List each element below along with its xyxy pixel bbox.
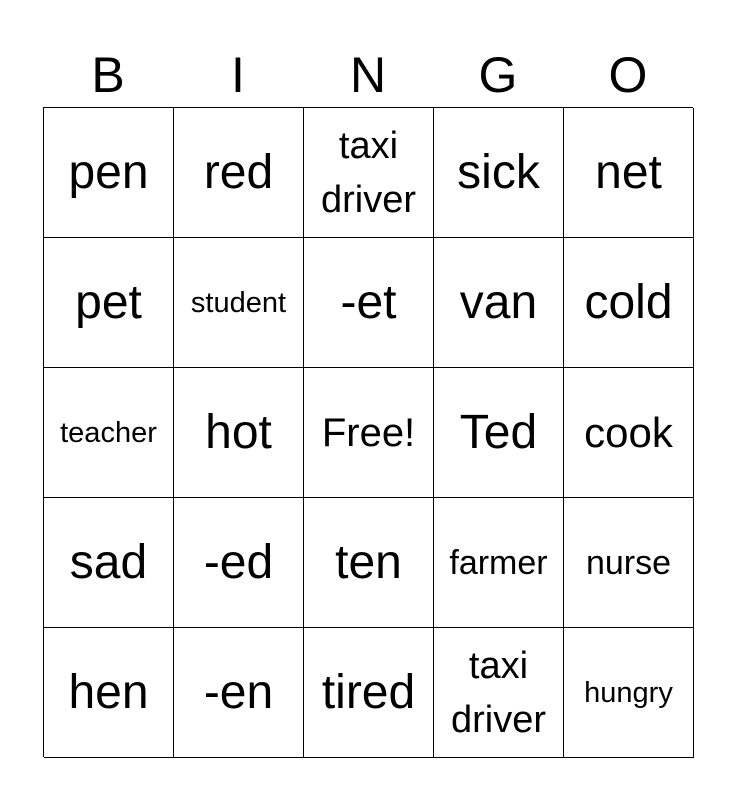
cell-text: taxi driver xyxy=(450,644,547,741)
cell-text: hot xyxy=(205,405,272,459)
cell-text: farmer xyxy=(449,543,548,582)
cell-text: taxi driver xyxy=(320,124,417,221)
bingo-cell xyxy=(44,368,174,498)
bingo-cell xyxy=(44,498,174,628)
bingo-board xyxy=(43,107,693,757)
cell-text: pen xyxy=(68,145,149,199)
bingo-cell xyxy=(44,238,174,368)
header-letter-n: N xyxy=(349,47,387,103)
bingo-cell xyxy=(304,628,434,758)
bingo-cell xyxy=(434,108,564,238)
cell-text: -en xyxy=(203,665,274,719)
cell-text: cold xyxy=(584,275,673,329)
bingo-cell xyxy=(174,498,304,628)
bingo-header xyxy=(43,44,693,106)
header-letter-i: I xyxy=(231,47,245,103)
bingo-cell xyxy=(564,108,694,238)
cell-text: sad xyxy=(69,535,148,589)
cell-text: Ted xyxy=(459,405,538,459)
bingo-cell xyxy=(304,238,434,368)
cell-text: hen xyxy=(68,665,149,719)
bingo-cell-free xyxy=(304,368,434,498)
cell-text: net xyxy=(595,145,662,199)
cell-text: cook xyxy=(584,408,673,456)
cell-text: van xyxy=(459,275,538,329)
cell-text: nurse xyxy=(585,543,672,582)
bingo-cell xyxy=(44,628,174,758)
bingo-cell xyxy=(434,368,564,498)
header-letter-o: O xyxy=(608,47,648,103)
cell-text: -ed xyxy=(203,535,274,589)
cell-text: tired xyxy=(321,665,416,719)
bingo-cell xyxy=(44,108,174,238)
header-letter-b: B xyxy=(91,47,125,103)
bingo-cell xyxy=(174,368,304,498)
bingo-cell xyxy=(174,108,304,238)
cell-text: sick xyxy=(457,145,540,199)
bingo-cell xyxy=(564,368,694,498)
bingo-cell xyxy=(174,238,304,368)
cell-text: ten xyxy=(335,535,402,589)
bingo-cell xyxy=(564,498,694,628)
header-letter-g: G xyxy=(478,47,518,103)
bingo-cell xyxy=(564,628,694,758)
bingo-cell xyxy=(564,238,694,368)
cell-text: red xyxy=(203,145,274,199)
cell-text: hungry xyxy=(584,676,673,709)
bingo-cell xyxy=(434,238,564,368)
bingo-cell xyxy=(174,628,304,758)
bingo-cell xyxy=(434,498,564,628)
cell-text: -et xyxy=(340,275,397,329)
bingo-cell xyxy=(434,628,564,758)
bingo-cell xyxy=(304,498,434,628)
bingo-cell xyxy=(304,108,434,238)
cell-text: student xyxy=(190,286,287,319)
cell-text: pet xyxy=(75,275,142,329)
cell-text: teacher xyxy=(60,416,157,449)
cell-text: Free! xyxy=(321,410,416,455)
